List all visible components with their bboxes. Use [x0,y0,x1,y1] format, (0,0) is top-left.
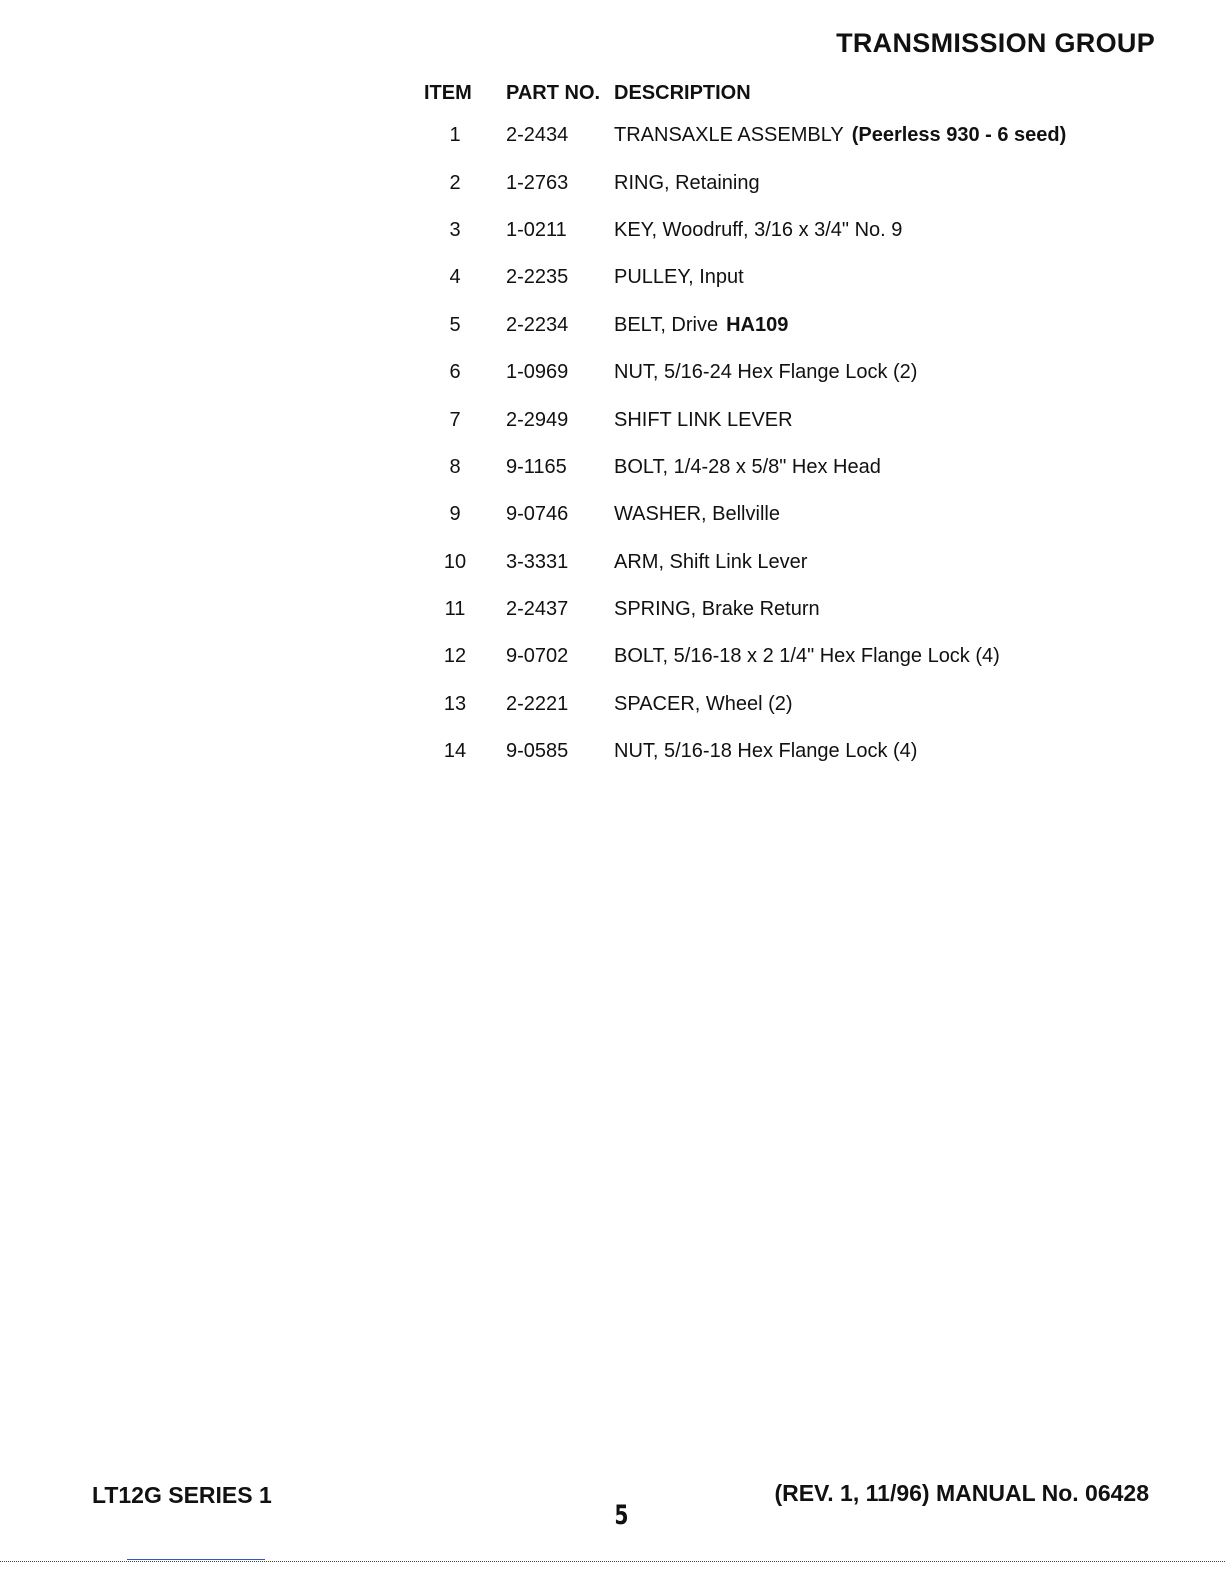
part-description-cell [614,302,1066,349]
part-number: 2-2221 [506,692,569,715]
item-number: 1 [449,124,461,147]
item-number: 6 [449,361,461,384]
part-description-cell [614,254,1066,301]
table-row [424,586,1066,633]
item-number: 13 [443,692,467,715]
table-row [424,444,1066,491]
column-header-description: DESCRIPTION [614,82,751,104]
part-description: NUT, 5/16-18 Hex Flange Lock (4) [614,740,918,763]
part-number: 9-0702 [506,645,569,668]
part-note: HA109 [726,313,789,336]
table-row [424,539,1066,586]
part-description: KEY, Woodruff, 3/16 x 3/4" No. 9 [614,218,903,241]
part-number: 1-0211 [506,218,567,241]
part-number: 1-2763 [506,171,569,194]
part-number: 9-1165 [506,455,567,478]
part-description-cell [614,728,1066,775]
part-description: PULLEY, Input [614,266,744,289]
part-number: 2-2234 [506,313,569,336]
part-description: SPACER, Wheel (2) [614,692,793,715]
part-number: 9-0585 [506,740,569,763]
part-description-cell [614,396,1066,443]
table-row [424,633,1066,680]
part-number: 2-2437 [506,598,569,621]
table-row [424,207,1066,254]
part-description: SPRING, Brake Return [614,598,820,621]
part-description: RING, Retaining [614,171,760,194]
item-number: 14 [443,740,467,763]
item-number: 5 [449,313,461,336]
item-number: 9 [449,503,461,526]
part-description: ARM, Shift Link Lever [614,550,808,573]
item-number: 12 [443,645,467,668]
part-number: 3-3331 [506,550,569,573]
item-number: 10 [443,550,467,573]
parts-table [424,82,1066,775]
table-row [424,349,1066,396]
part-number: 2-2434 [506,124,569,147]
table-header-row [424,82,1066,112]
part-description: BOLT, 5/16-18 x 2 1/4" Hex Flange Lock (4) [614,645,1000,668]
part-description-cell [614,112,1066,159]
table-row [424,112,1066,159]
item-number: 8 [449,455,461,478]
item-number: 2 [449,171,461,194]
part-description-cell [614,444,1066,491]
footer-manual-number: (REV. 1, 11/96) MANUAL No. 06428 [774,1480,1149,1506]
column-header-item: ITEM [424,82,472,104]
table-row [424,254,1066,301]
part-description: BOLT, 1/4-28 x 5/8" Hex Head [614,455,881,478]
part-number: 9-0746 [506,503,569,526]
part-description: BELT, Drive [614,313,719,336]
part-description-cell [614,207,1066,254]
page-number: 5 [614,1500,629,1531]
part-number: 1-0969 [506,361,569,384]
part-description-cell [614,159,1066,206]
table-row [424,491,1066,538]
part-note: (Peerless 930 - 6 seed) [851,124,1067,147]
footer-model: LT12G SERIES 1 [92,1482,272,1508]
table-row [424,396,1066,443]
part-description-cell [614,491,1066,538]
table-row [424,728,1066,775]
page-title: TRANSMISSION GROUP [836,28,1155,58]
bottom-link-underline [127,1559,265,1560]
table-row [424,681,1066,728]
part-description-cell [614,586,1066,633]
parts-table-body [424,112,1066,775]
part-description-cell [614,681,1066,728]
column-header-part-no: PART NO. [506,82,601,104]
part-description-cell [614,349,1066,396]
item-number: 3 [449,218,461,241]
table-row [424,302,1066,349]
part-number: 2-2949 [506,408,569,431]
item-number: 11 [444,598,466,621]
bottom-divider [0,1561,1225,1562]
item-number: 7 [449,408,461,431]
part-description: TRANSAXLE ASSEMBLY [614,124,844,147]
part-description-cell [614,539,1066,586]
table-row [424,159,1066,206]
part-description: SHIFT LINK LEVER [614,408,793,431]
item-number: 4 [449,266,461,289]
part-description: NUT, 5/16-24 Hex Flange Lock (2) [614,361,918,384]
part-description-cell [614,633,1066,680]
part-description: WASHER, Bellville [614,503,780,526]
part-number: 2-2235 [506,266,569,289]
